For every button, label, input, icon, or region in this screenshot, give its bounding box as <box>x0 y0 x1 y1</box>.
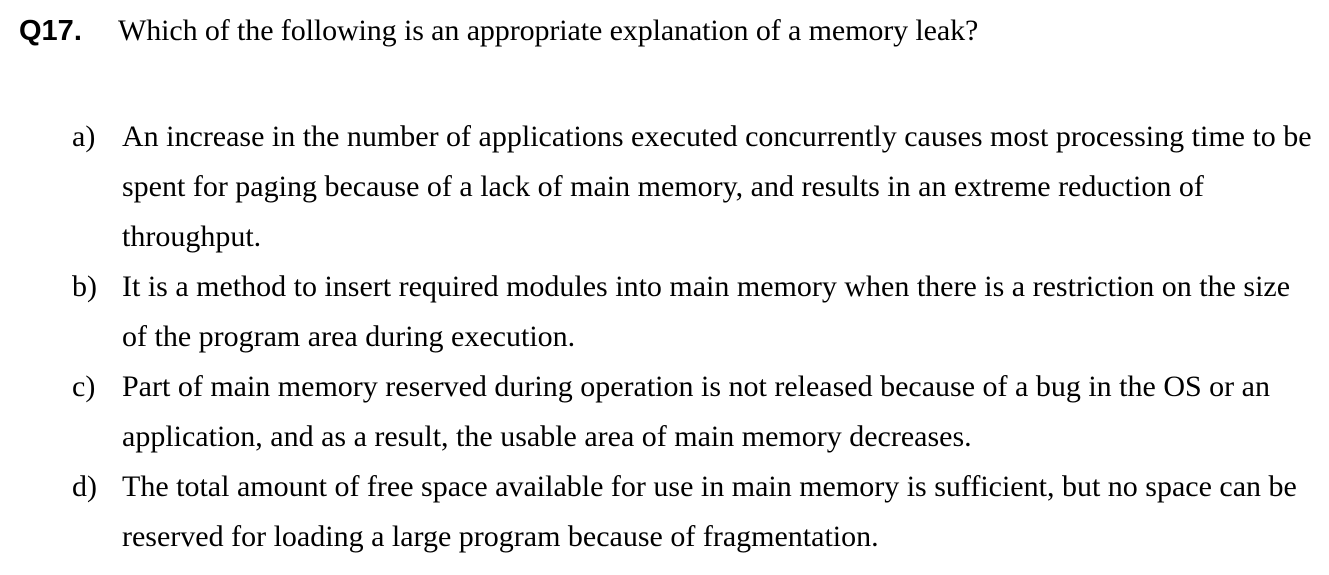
option-text: The total amount of free space available for use in main memory is sufficient, but no space can be reserved for loading a large program because of fragmentation. <box>122 470 1297 553</box>
option-c <box>72 362 1322 462</box>
option-text: Part of main memory reserved during operation is not released because of a bug in the OS or an application, and as a result, the usable area of main memory decreases. <box>122 370 1270 453</box>
option-letter: c) <box>72 370 96 403</box>
option-a <box>72 112 1322 262</box>
question-text: Which of the following is an appropriate explanation of a memory leak? <box>118 14 979 47</box>
answer-options <box>72 112 1322 562</box>
option-d <box>72 462 1322 562</box>
option-text: It is a method to insert required modules into main memory when there is a restriction on the size of the program area during execution. <box>122 270 1291 353</box>
question-number: Q17. <box>19 15 82 47</box>
option-text: An increase in the number of applications executed concurrently causes most processing time to be spent for paging because of a lack of main memory, and results in an extreme reduction of throughput. <box>122 120 1312 253</box>
question-header <box>19 14 978 48</box>
option-b <box>72 262 1322 362</box>
option-letter: b) <box>72 270 97 303</box>
option-letter: a) <box>72 120 96 153</box>
option-letter: d) <box>72 470 97 503</box>
